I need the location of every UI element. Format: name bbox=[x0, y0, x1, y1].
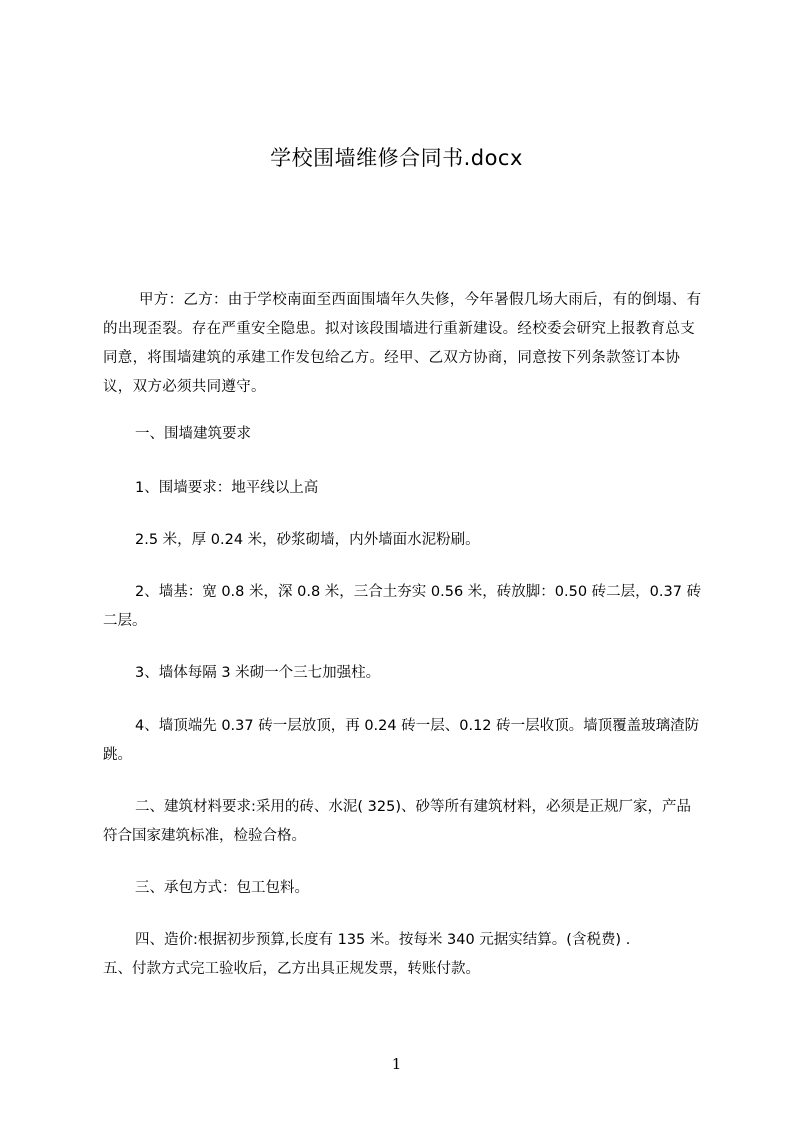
page-number: 1 bbox=[391, 1055, 402, 1073]
section-contract-method: 三、承包方式：包工包料。 bbox=[135, 880, 309, 896]
clause-wall-foundation: 2、墙基：宽 0.8 米，深 0.8 米，三合土夯实 0.56 米，砖放脚：0.50 砖二层，0.37 砖二层。 bbox=[103, 584, 702, 629]
section-price: 四、造价:根据初步预算,长度有 135 米。按每米 340 元据实结算。(含税费) . bbox=[135, 932, 631, 948]
clause-wall-requirement: 1、围墙要求：地平线以上高 bbox=[135, 480, 319, 496]
clause-pillars: 3、墙体每隔 3 米砌一个三七加强柱。 bbox=[135, 665, 381, 681]
section-payment: 五、付款方式完工验收后，乙方出具正规发票，转账付款。 bbox=[103, 961, 480, 977]
section-materials: 二、建筑材料要求:采用的砖、水泥( 325)、砂等所有建筑材料，必须是正规厂家，产品符合国家建筑标准，检验合格。 bbox=[103, 799, 691, 844]
intro-paragraph: 甲方：乙方：由于学校南面至西面围墙年久失修，今年暑假几场大雨后，有的倒塌、有的出现歪裂。存在严重安全隐患。拟对该段围墙进行重新建设。经校委会研究上报教育总支同意，将围墙建筑的承建工作发包给乙方。经甲、乙双方协商，同意按下列条款签订本协议，双方必须共同遵守。 bbox=[103, 292, 702, 395]
clause-wall-top: 4、墙顶端先 0.37 砖一层放顶，再 0.24 砖一层、0.12 砖一层收顶。墙顶覆盖玻璃渣防跳。 bbox=[103, 718, 700, 763]
page-title: 学校围墙维修合同书.docx bbox=[270, 146, 523, 170]
clause-wall-dimensions: 2.5 米，厚 0.24 米，砂浆砌墙，内外墙面水泥粉刷。 bbox=[135, 532, 480, 548]
section-heading-wall-requirements: 一、围墙建筑要求 bbox=[135, 426, 251, 442]
